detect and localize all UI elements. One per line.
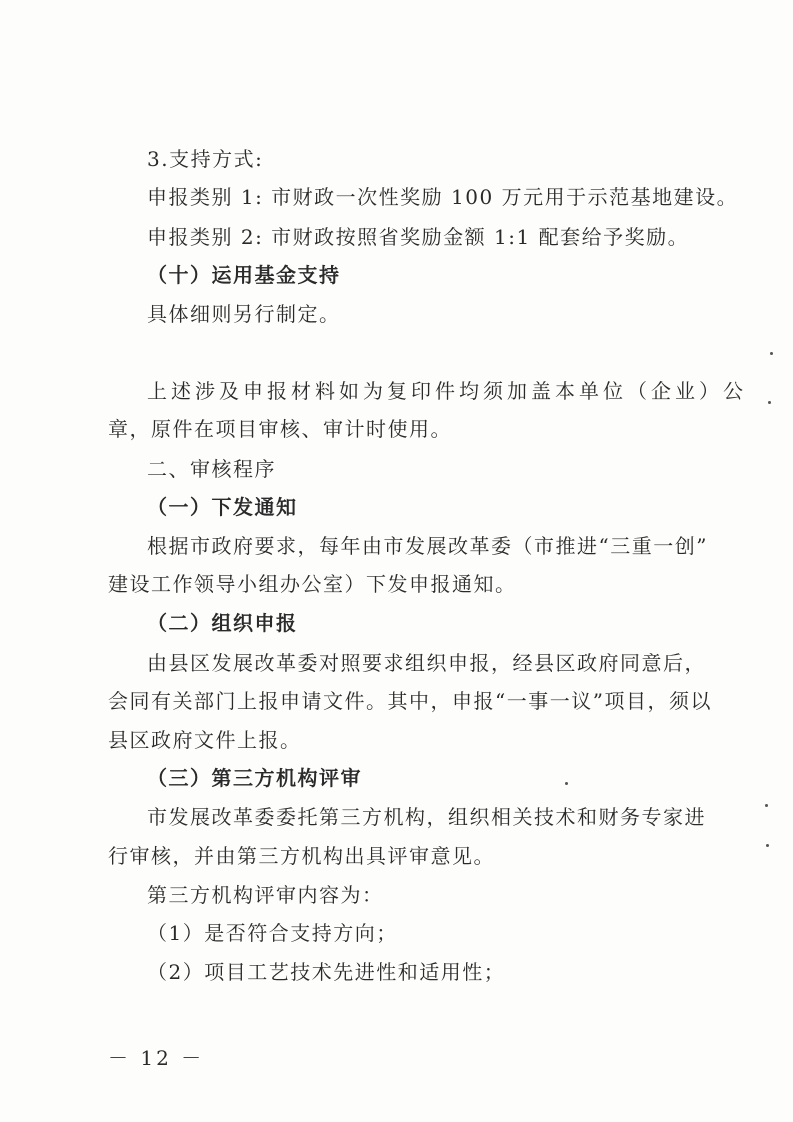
- materials-note-line-1: 上述涉及申报材料如为复印件均须加盖本单位（企业）公: [147, 379, 747, 403]
- third-party-review-heading: （三）第三方机构评审: [147, 766, 362, 790]
- section-10-heading: （十）运用基金支持: [147, 263, 341, 287]
- category-2-text: 申报类别 2: 市财政按照省奖励金额 1:1 配套给予奖励。: [147, 225, 690, 249]
- page-number: － 12 －: [108, 1046, 205, 1070]
- organize-application-heading: （二）组织申报: [147, 611, 298, 635]
- review-item-1: （1）是否符合支持方向；: [147, 921, 398, 945]
- third-party-review-line-2: 行审核，并由第三方机构出具评审意见。: [108, 844, 495, 868]
- support-method-heading: 3.支持方式:: [147, 147, 264, 171]
- issue-notice-line-1: 根据市政府要求，每年由市发展改革委（市推进“三重一创”: [147, 534, 708, 558]
- materials-note-line-2: 章，原件在项目审核、审计时使用。: [108, 417, 452, 441]
- issue-notice-line-2: 建设工作领导小组办公室）下发申报通知。: [108, 572, 517, 596]
- category-1-text: 申报类别 1: 市财政一次性奖励 100 万元用于示范基地建设。: [147, 185, 739, 209]
- review-procedure-heading: 二、审核程序: [147, 457, 276, 481]
- organize-application-line-1: 由县区发展改革委对照要求组织申报，经县区政府同意后，: [147, 651, 706, 675]
- section-10-text: 具体细则另行制定。: [147, 302, 341, 326]
- organize-application-line-3: 县区政府文件上报。: [108, 728, 302, 752]
- review-content-intro: 第三方机构评审内容为：: [147, 883, 384, 907]
- third-party-review-line-1: 市发展改革委委托第三方机构，组织相关技术和财务专家进: [147, 805, 706, 829]
- issue-notice-heading: （一）下发通知: [147, 495, 298, 519]
- organize-application-line-2: 会同有关部门上报申请文件。其中，申报“一事一议”项目，须以: [108, 689, 712, 713]
- scan-speck: [770, 352, 773, 355]
- scan-speck: [765, 804, 768, 807]
- scan-speck: [565, 782, 568, 785]
- scan-speck: [768, 401, 771, 404]
- scan-speck: [766, 844, 769, 847]
- review-item-2: （2）项目工艺技术先进性和适用性；: [147, 960, 506, 984]
